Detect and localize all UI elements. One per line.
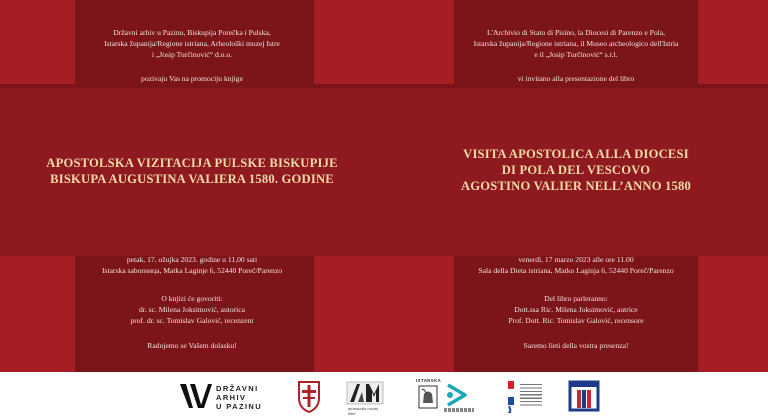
- invite-line: pozivaju Vas na promociju knjige: [141, 74, 243, 83]
- publisher-emblem-icon: [568, 378, 600, 414]
- publisher-logo: [568, 378, 600, 414]
- speakers: O knjizi će govoriti: dr. sc. Milena Joksimović, autorica prof. dr. sc. Tomislav Galović, recenzent: [130, 294, 254, 325]
- museum-am-icon: [346, 380, 386, 408]
- closing-line: Radujemo se Vašem dolasku!: [147, 341, 237, 350]
- hosts-text: L'Archivio di Stato di Pisino, la Diocesi di Parenzo e Pola, Istarska županija/Regione istriana, il Museo archeologico dell'Istria e il „Josip Turčinović“ s.r.l.: [473, 28, 679, 59]
- hosts-text: Državni arhiv u Pazinu, Biskupija Porečka i Pulska, Istarska županija/Regione istriana, Arheološki muzej Istre i „Josip Turčinović“ d.o.o.: [104, 28, 280, 59]
- ministry-logo: [506, 378, 546, 414]
- archive-w-icon: [178, 378, 214, 414]
- museum-logo: [346, 378, 386, 414]
- panel-italian: [384, 0, 768, 372]
- sponsor-logos: [0, 372, 768, 420]
- archive-logo: [178, 378, 278, 414]
- panel-croatian: [0, 0, 384, 372]
- book-title: APOSTOLSKA VIZITACIJA PULSKE BISKUPIJE BISKUPA AUGUSTINA VALIERA 1580. GODINE: [46, 156, 338, 186]
- book-title: VISITA APOSTOLICA ALLA DIOCESI DI POLA DEL VESCOVO AGOSTINO VALIER NELL’ANNO 1580: [460, 147, 692, 193]
- goat-crest-icon: [418, 385, 438, 411]
- croatian-flag-stripe-icon: [506, 379, 518, 413]
- date-venue: petak, 17. ožujka 2023. godine u 11,00 sati Istarska saborница, Matka Laginje 6, 52440 Poreč/Parenzo: [101, 255, 283, 275]
- museum-logo-text: arheološki muzej istre: [348, 406, 379, 416]
- archive-logo-text: DRŽAVNI ARHIV U PAZINU: [216, 384, 263, 411]
- closing-line: Saremo lieti della vostra presenza!: [523, 341, 629, 350]
- invite-line: vi invitano alla presentazione del libro: [517, 74, 635, 83]
- county-logo-text: ISTARSKA: [416, 378, 442, 383]
- teal-arrow-icon: [444, 382, 470, 408]
- county-logo-caption-icon: [444, 408, 474, 412]
- istria-county-logo: [416, 378, 474, 414]
- date-venue: venerdì, 17 marzo 2023 alle ore 11.00 Sala della Dieta istriana, Matko Laginja 6, 52440 Poreč/Parenzo: [478, 255, 674, 275]
- diocese-crest-icon: [296, 378, 322, 414]
- ministry-text-block-icon: [520, 384, 542, 408]
- speakers: Del libro parleranno: Dott.ssa Ric. Milena Joksimović, autrice Prof. Dott. Ric. Tomislav Galović, recensore: [508, 294, 644, 325]
